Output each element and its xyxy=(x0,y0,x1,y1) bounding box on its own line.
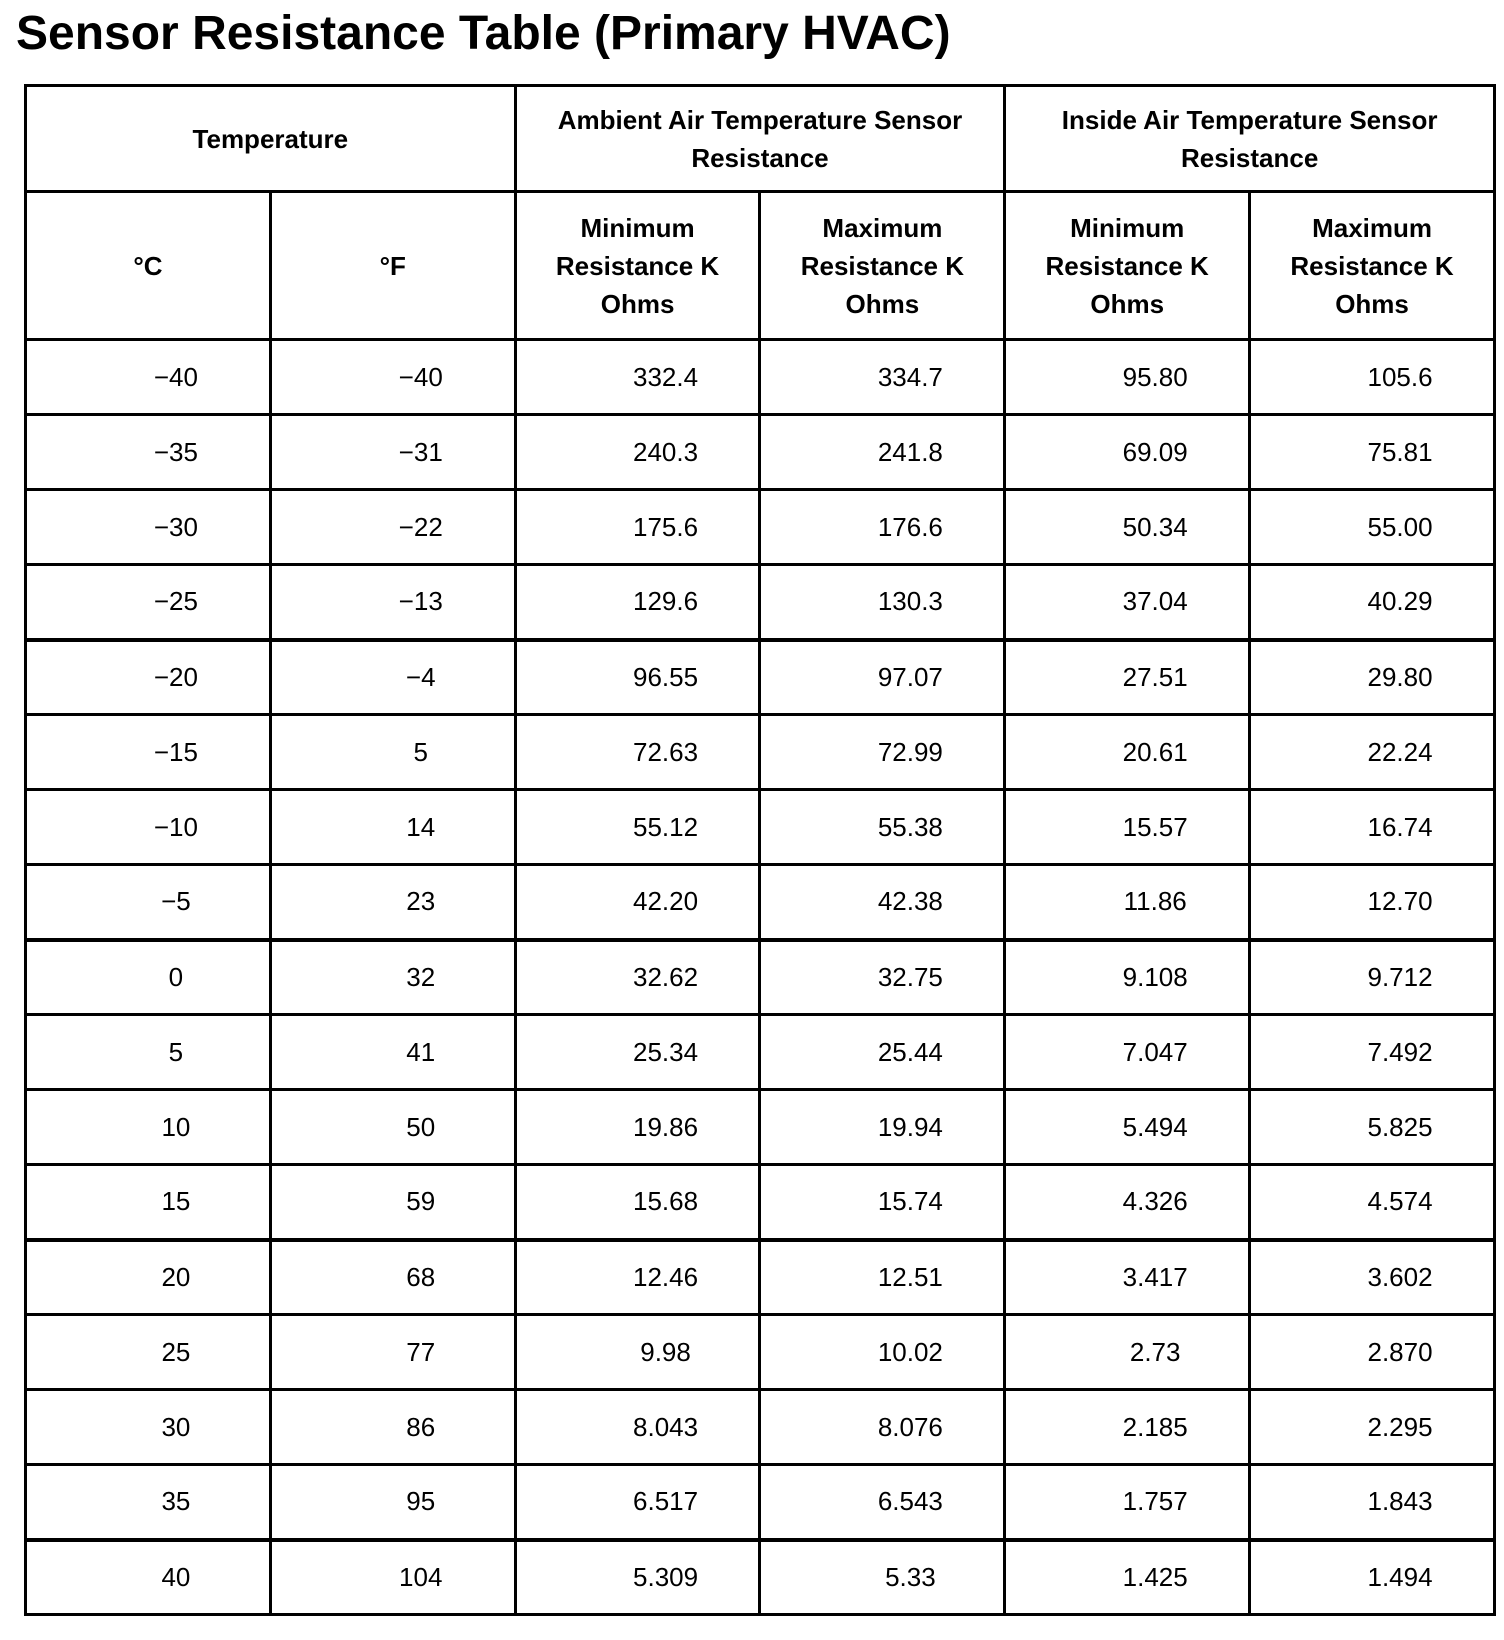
ambient-min-cell xyxy=(515,865,760,940)
inside-max-cell xyxy=(1250,1465,1495,1540)
inside-max-cell-value: 12.70 xyxy=(1367,886,1433,917)
inside-min-cell-value: 69.09 xyxy=(1122,436,1188,467)
ambient-max-cell xyxy=(760,1540,1005,1615)
ambient-min-cell-value: 96.55 xyxy=(633,661,699,692)
table-row xyxy=(26,940,1495,1015)
inside-min-cell-value: 27.51 xyxy=(1122,661,1188,692)
fahrenheit-cell xyxy=(270,865,515,940)
inside-max-cell-value: 7.492 xyxy=(1367,1036,1433,1067)
celsius-cell xyxy=(26,565,271,640)
ambient-min-header: Minimum Resistance K Ohms xyxy=(515,192,760,340)
inside-max-cell xyxy=(1250,1315,1495,1390)
ambient-max-cell-value: 55.38 xyxy=(877,811,943,842)
ambient-max-cell-value: 42.38 xyxy=(877,886,943,917)
ambient-max-cell xyxy=(760,1015,1005,1090)
inside-max-cell-value: 75.81 xyxy=(1367,436,1433,467)
celsius-cell xyxy=(26,1090,271,1165)
celsius-cell xyxy=(26,1240,271,1315)
table-row xyxy=(26,865,1495,940)
inside-max-cell-value: 1.843 xyxy=(1367,1486,1433,1517)
inside-min-cell xyxy=(1005,940,1250,1015)
table-row xyxy=(26,790,1495,865)
celsius-cell xyxy=(26,1315,271,1390)
header-row-group xyxy=(26,86,1495,192)
celsius-cell xyxy=(26,340,271,415)
ambient-max-header: Maximum Resistance K Ohms xyxy=(760,192,1005,340)
fahrenheit-cell xyxy=(270,1465,515,1540)
inside-max-header: Maximum Resistance K Ohms xyxy=(1250,192,1495,340)
celsius-cell xyxy=(26,1165,271,1240)
inside-max-cell-value: 29.80 xyxy=(1367,661,1433,692)
inside-min-cell-value: 37.04 xyxy=(1122,586,1188,617)
celsius-cell-value: −35 xyxy=(153,436,198,467)
ambient-min-cell-value: 9.98 xyxy=(640,1336,691,1367)
ambient-min-cell xyxy=(515,1390,760,1465)
ambient-min-cell xyxy=(515,1315,760,1390)
inside-min-cell-value: 20.61 xyxy=(1122,736,1188,767)
ambient-max-cell-value: 8.076 xyxy=(877,1411,943,1442)
ambient-min-cell-value: 25.34 xyxy=(633,1036,699,1067)
fahrenheit-cell-value: 32 xyxy=(406,961,436,992)
fahrenheit-cell-value: 59 xyxy=(406,1186,436,1217)
ambient-max-cell xyxy=(760,865,1005,940)
inside-min-cell xyxy=(1005,1540,1250,1615)
fahrenheit-cell-value: 95 xyxy=(406,1486,436,1517)
fahrenheit-cell xyxy=(270,1165,515,1240)
ambient-min-cell-value: 332.4 xyxy=(633,361,699,392)
inside-min-cell xyxy=(1005,1015,1250,1090)
ambient-max-cell-value: 241.8 xyxy=(877,436,943,467)
ambient-min-cell xyxy=(515,490,760,565)
fahrenheit-cell xyxy=(270,940,515,1015)
inside-max-cell xyxy=(1250,415,1495,490)
inside-max-cell xyxy=(1250,1090,1495,1165)
inside-max-cell-value: 5.825 xyxy=(1367,1111,1433,1142)
ambient-max-cell xyxy=(760,1315,1005,1390)
fahrenheit-cell-value: 41 xyxy=(406,1036,436,1067)
celsius-cell-value: −5 xyxy=(161,886,191,917)
inside-min-cell xyxy=(1005,640,1250,715)
ambient-max-cell-value: 130.3 xyxy=(877,586,943,617)
ambient-max-cell-value: 176.6 xyxy=(877,511,943,542)
fahrenheit-cell xyxy=(270,640,515,715)
fahrenheit-cell xyxy=(270,490,515,565)
table-row xyxy=(26,490,1495,565)
inside-max-cell-value: 16.74 xyxy=(1367,811,1433,842)
inside-min-cell xyxy=(1005,565,1250,640)
ambient-min-cell xyxy=(515,1165,760,1240)
inside-min-cell xyxy=(1005,1240,1250,1315)
inside-min-cell xyxy=(1005,790,1250,865)
ambient-min-cell xyxy=(515,1465,760,1540)
fahrenheit-cell-value: 86 xyxy=(406,1411,436,1442)
ambient-max-cell xyxy=(760,790,1005,865)
celsius-cell xyxy=(26,1390,271,1465)
inside-min-cell-value: 2.73 xyxy=(1129,1336,1181,1367)
fahrenheit-cell xyxy=(270,1090,515,1165)
fahrenheit-cell xyxy=(270,1015,515,1090)
fahrenheit-cell-value: −40 xyxy=(398,361,443,392)
table-row xyxy=(26,1165,1495,1240)
sensor-resistance-table xyxy=(24,84,1496,1616)
fahrenheit-cell xyxy=(270,340,515,415)
fahrenheit-cell xyxy=(270,1540,515,1615)
ambient-max-cell xyxy=(760,1090,1005,1165)
celsius-cell-value: 25 xyxy=(161,1336,191,1367)
celsius-cell xyxy=(26,940,271,1015)
ambient-max-cell xyxy=(760,715,1005,790)
inside-min-cell xyxy=(1005,415,1250,490)
fahrenheit-cell-value: 23 xyxy=(406,886,436,917)
celsius-cell xyxy=(26,1465,271,1540)
page-title: Sensor Resistance Table (Primary HVAC) xyxy=(16,7,951,60)
inside-min-cell-value: 4.326 xyxy=(1122,1186,1188,1217)
fahrenheit-cell-value: 5 xyxy=(413,736,428,767)
table-row xyxy=(26,1240,1495,1315)
inside-max-cell-value: 9.712 xyxy=(1367,961,1433,992)
ambient-max-cell xyxy=(760,940,1005,1015)
ambient-max-cell-value: 6.543 xyxy=(877,1486,943,1517)
ambient-min-cell-value: 19.86 xyxy=(633,1111,699,1142)
table-row xyxy=(26,415,1495,490)
fahrenheit-cell xyxy=(270,565,515,640)
fahrenheit-cell-value: 50 xyxy=(406,1111,436,1142)
fahrenheit-cell xyxy=(270,790,515,865)
ambient-max-cell xyxy=(760,1390,1005,1465)
inside-min-cell-value: 50.34 xyxy=(1122,511,1188,542)
inside-min-cell xyxy=(1005,1090,1250,1165)
ambient-min-cell-value: 240.3 xyxy=(633,436,699,467)
ambient-min-cell xyxy=(515,1090,760,1165)
ambient-max-cell-value: 10.02 xyxy=(877,1336,943,1367)
ambient-min-cell-value: 5.309 xyxy=(633,1561,699,1592)
table-body xyxy=(26,340,1495,1615)
ambient-min-cell xyxy=(515,340,760,415)
inside-max-cell xyxy=(1250,1015,1495,1090)
inside-min-cell xyxy=(1005,865,1250,940)
table-row xyxy=(26,1090,1495,1165)
ambient-max-cell xyxy=(760,640,1005,715)
ambient-min-cell xyxy=(515,1240,760,1315)
ambient-max-cell-value: 32.75 xyxy=(877,961,943,992)
inside-min-cell-value: 7.047 xyxy=(1122,1036,1188,1067)
table-row xyxy=(26,340,1495,415)
inside-min-cell xyxy=(1005,490,1250,565)
inside-max-cell-value: 2.870 xyxy=(1367,1336,1433,1367)
ambient-min-cell-value: 6.517 xyxy=(633,1486,699,1517)
inside-min-cell-value: 5.494 xyxy=(1122,1111,1188,1142)
inside-max-cell xyxy=(1250,715,1495,790)
inside-min-cell-value: 1.757 xyxy=(1122,1486,1188,1517)
celsius-cell xyxy=(26,865,271,940)
inside-max-cell xyxy=(1250,1240,1495,1315)
inside-max-cell xyxy=(1250,865,1495,940)
ambient-min-cell xyxy=(515,715,760,790)
celsius-header: °C xyxy=(26,192,271,340)
celsius-cell-value: −10 xyxy=(153,811,198,842)
celsius-cell-value: 0 xyxy=(168,961,184,992)
fahrenheit-cell xyxy=(270,1390,515,1465)
fahrenheit-cell-value: 14 xyxy=(406,811,436,842)
ambient-min-cell-value: 55.12 xyxy=(633,811,699,842)
ambient-max-cell xyxy=(760,490,1005,565)
inside-min-cell-value: 95.80 xyxy=(1122,361,1188,392)
inside-min-cell-value: 9.108 xyxy=(1122,961,1188,992)
fahrenheit-cell-value: −13 xyxy=(398,586,443,617)
ambient-min-cell-value: 8.043 xyxy=(633,1411,699,1442)
ambient-sensor-header: Ambient Air Temperature Sensor Resistance xyxy=(515,86,1005,192)
ambient-max-cell-value: 97.07 xyxy=(877,661,943,692)
inside-min-cell xyxy=(1005,1315,1250,1390)
inside-max-cell xyxy=(1250,940,1495,1015)
ambient-max-cell-value: 12.51 xyxy=(877,1261,943,1292)
table-row xyxy=(26,1390,1495,1465)
header-row-columns xyxy=(26,192,1495,340)
ambient-max-cell-value: 25.44 xyxy=(877,1036,943,1067)
celsius-cell-value: −40 xyxy=(153,361,198,392)
inside-min-cell xyxy=(1005,1165,1250,1240)
inside-max-cell xyxy=(1250,1165,1495,1240)
ambient-min-cell xyxy=(515,565,760,640)
inside-max-cell xyxy=(1250,640,1495,715)
ambient-max-cell xyxy=(760,565,1005,640)
ambient-min-cell xyxy=(515,415,760,490)
celsius-cell-value: 15 xyxy=(161,1186,191,1217)
ambient-min-cell xyxy=(515,940,760,1015)
table-row xyxy=(26,1465,1495,1540)
inside-max-cell-value: 4.574 xyxy=(1367,1186,1433,1217)
inside-max-cell-value: 2.295 xyxy=(1367,1411,1433,1442)
temperature-header: Temperature xyxy=(26,86,516,192)
inside-min-cell-value: 11.86 xyxy=(1123,886,1187,917)
inside-max-cell xyxy=(1250,490,1495,565)
inside-min-cell-value: 3.417 xyxy=(1122,1261,1188,1292)
inside-min-cell xyxy=(1005,340,1250,415)
celsius-cell xyxy=(26,715,271,790)
table-row xyxy=(26,1015,1495,1090)
celsius-cell-value: 40 xyxy=(161,1561,191,1592)
inside-sensor-header: Inside Air Temperature Sensor Resistance xyxy=(1005,86,1495,192)
ambient-max-cell-value: 19.94 xyxy=(877,1111,943,1142)
inside-max-cell-value: 105.6 xyxy=(1367,361,1433,392)
inside-min-cell xyxy=(1005,715,1250,790)
ambient-min-cell-value: 15.68 xyxy=(633,1186,699,1217)
celsius-cell xyxy=(26,640,271,715)
fahrenheit-cell-value: −31 xyxy=(398,436,443,467)
fahrenheit-cell-value: 68 xyxy=(406,1261,436,1292)
celsius-cell xyxy=(26,1015,271,1090)
inside-min-cell xyxy=(1005,1390,1250,1465)
ambient-max-cell xyxy=(760,1240,1005,1315)
celsius-cell-value: 30 xyxy=(161,1411,191,1442)
inside-max-cell xyxy=(1250,1540,1495,1615)
inside-max-cell-value: 55.00 xyxy=(1367,511,1433,542)
celsius-cell-value: 10 xyxy=(161,1111,191,1142)
inside-max-cell xyxy=(1250,565,1495,640)
inside-min-cell-value: 1.425 xyxy=(1122,1561,1188,1592)
celsius-cell xyxy=(26,490,271,565)
ambient-max-cell xyxy=(760,340,1005,415)
ambient-min-cell-value: 32.62 xyxy=(633,961,699,992)
ambient-min-cell xyxy=(515,1015,760,1090)
fahrenheit-header: °F xyxy=(270,192,515,340)
fahrenheit-cell-value: 104 xyxy=(399,1561,443,1592)
ambient-min-cell-value: 42.20 xyxy=(633,886,699,917)
celsius-cell-value: −30 xyxy=(153,511,198,542)
ambient-max-cell-value: 5.33 xyxy=(885,1561,936,1592)
inside-max-cell-value: 3.602 xyxy=(1367,1261,1433,1292)
ambient-min-cell-value: 175.6 xyxy=(633,511,699,542)
inside-max-cell-value: 40.29 xyxy=(1367,586,1433,617)
ambient-min-cell xyxy=(515,790,760,865)
ambient-max-cell-value: 334.7 xyxy=(877,361,943,392)
table-row xyxy=(26,565,1495,640)
celsius-cell xyxy=(26,790,271,865)
celsius-cell-value: −25 xyxy=(153,586,198,617)
fahrenheit-cell-value: 77 xyxy=(406,1336,436,1367)
ambient-min-cell xyxy=(515,640,760,715)
ambient-min-cell-value: 72.63 xyxy=(633,736,699,767)
inside-max-cell-value: 22.24 xyxy=(1367,736,1433,767)
fahrenheit-cell xyxy=(270,1240,515,1315)
table-row xyxy=(26,640,1495,715)
inside-min-cell-value: 2.185 xyxy=(1122,1411,1188,1442)
ambient-min-cell-value: 12.46 xyxy=(633,1261,699,1292)
ambient-min-cell-value: 129.6 xyxy=(633,586,699,617)
ambient-max-cell xyxy=(760,415,1005,490)
inside-min-cell xyxy=(1005,1465,1250,1540)
table-row xyxy=(26,1315,1495,1390)
inside-min-header: Minimum Resistance K Ohms xyxy=(1005,192,1250,340)
celsius-cell xyxy=(26,415,271,490)
inside-max-cell xyxy=(1250,1390,1495,1465)
fahrenheit-cell xyxy=(270,1315,515,1390)
ambient-min-cell xyxy=(515,1540,760,1615)
inside-max-cell-value: 1.494 xyxy=(1367,1561,1433,1592)
inside-max-cell xyxy=(1250,340,1495,415)
ambient-max-cell xyxy=(760,1465,1005,1540)
celsius-cell-value: 20 xyxy=(161,1261,191,1292)
fahrenheit-cell xyxy=(270,715,515,790)
celsius-cell-value: −20 xyxy=(153,661,198,692)
ambient-max-cell xyxy=(760,1165,1005,1240)
fahrenheit-cell-value: −4 xyxy=(405,661,436,692)
inside-min-cell-value: 15.57 xyxy=(1122,811,1188,842)
celsius-cell xyxy=(26,1540,271,1615)
celsius-cell-value: 35 xyxy=(161,1486,191,1517)
fahrenheit-cell xyxy=(270,415,515,490)
table-row xyxy=(26,1540,1495,1615)
ambient-max-cell-value: 15.74 xyxy=(877,1186,943,1217)
celsius-cell-value: 5 xyxy=(168,1036,184,1067)
fahrenheit-cell-value: −22 xyxy=(398,511,443,542)
ambient-max-cell-value: 72.99 xyxy=(877,736,943,767)
celsius-cell-value: −15 xyxy=(153,736,198,767)
inside-max-cell xyxy=(1250,790,1495,865)
table-row xyxy=(26,715,1495,790)
